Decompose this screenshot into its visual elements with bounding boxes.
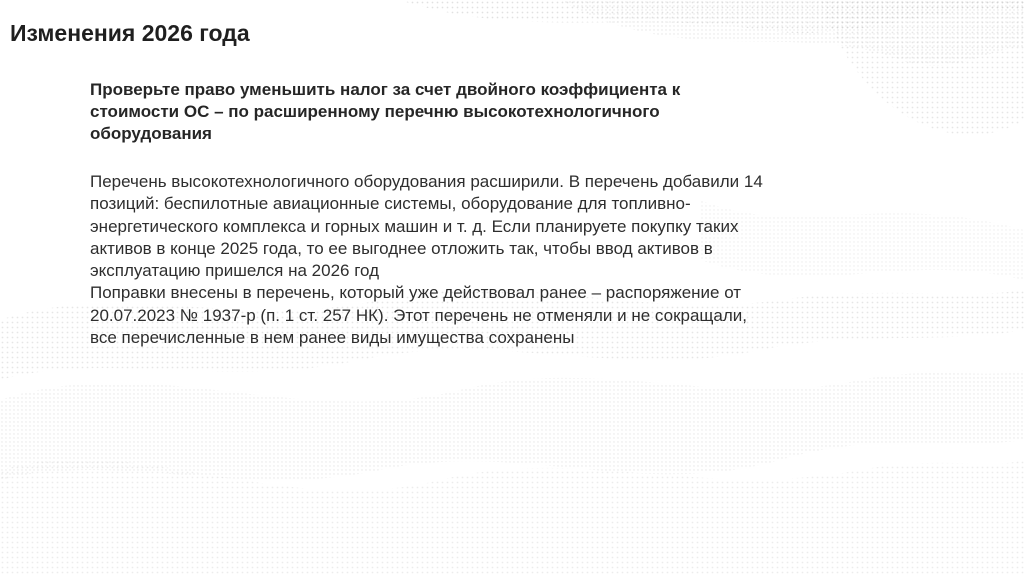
paragraph-amendments <box>90 282 870 349</box>
heading-line: стоимости ОС – по расширенному перечню высокотехнологичного <box>90 102 660 121</box>
paragraph-line: Поправки внесены в перечень, который уже действовал ранее – распоряжение от <box>90 283 742 303</box>
slide-title: Изменения 2026 года <box>10 20 250 46</box>
paragraph-line: позиций: беспилотные авиационные системы, оборудование для топливно- <box>90 194 691 214</box>
paragraph-line: 20.07.2023 № 1937-р (п. 1 ст. 257 НК). Этот перечень не отменяли и не сокращали, <box>90 305 747 325</box>
paragraph-line: энергетического комплекса и горных машин и т. д. Если планируете покупку таких <box>90 216 739 236</box>
heading-line: Проверьте право уменьшить налог за счет двойного коэффициента к <box>90 80 681 99</box>
slide-content <box>90 79 870 349</box>
section-heading <box>90 79 870 145</box>
paragraph-line: эксплуатацию пришелся на 2026 год <box>90 261 380 281</box>
paragraph-line: Перечень высокотехнологичного оборудования расширили. В перечень добавили 14 <box>90 172 763 191</box>
paragraph-line: активов в конце 2025 года, то ее выгоднее отложить так, чтобы ввод активов в <box>90 238 713 258</box>
spacer <box>90 145 870 171</box>
paragraph-line: все перечисленные в нем ранее виды имущества сохранены <box>90 328 575 348</box>
paragraph-list-expansion <box>90 171 870 282</box>
heading-line: оборудования <box>90 124 212 143</box>
